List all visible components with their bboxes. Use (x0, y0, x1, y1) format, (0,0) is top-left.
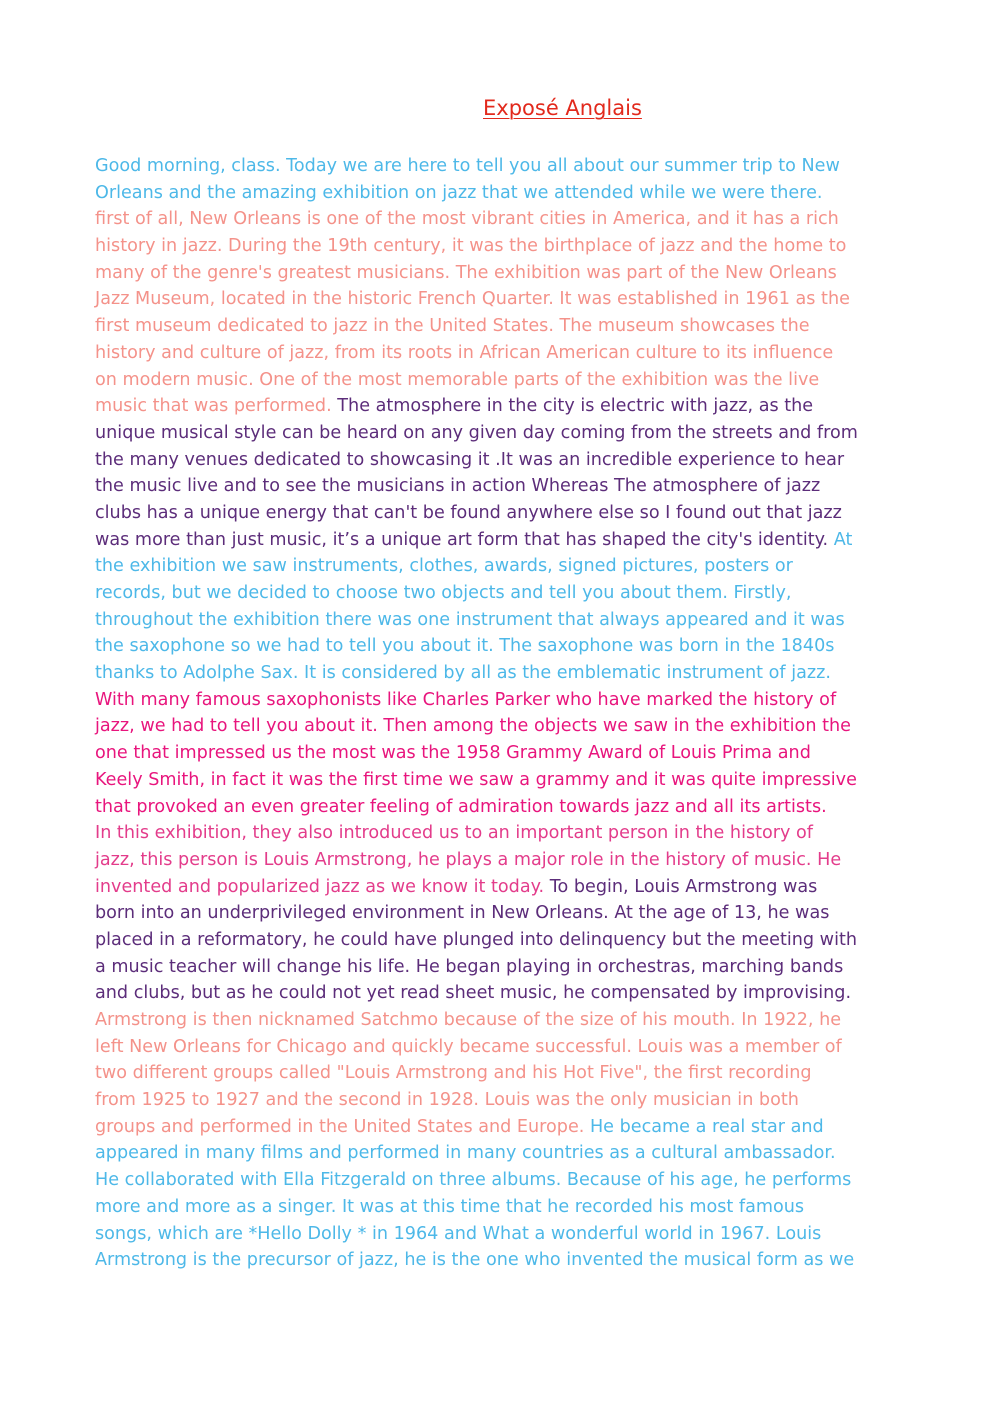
text-line (95, 447, 903, 474)
text-line (95, 1087, 903, 1114)
text-segment: was more than just music, it’s a unique art form that has shaped the city's identity. (95, 529, 834, 550)
text-segment: invented and popularized jazz as we know it today. (95, 876, 550, 897)
text-line (95, 340, 903, 367)
text-line (95, 847, 903, 874)
text-line (95, 900, 903, 927)
text-segment: music that was performed. (95, 396, 338, 417)
text-line (95, 367, 903, 394)
text-line (95, 233, 903, 260)
text-segment: Armstrong is then nicknamed Satchmo because of the size of his mouth. In 1922, he (95, 1010, 842, 1030)
text-segment: At (833, 529, 853, 550)
text-segment: that provoked an even greater feeling of admiration towards jazz and all its artists. (95, 796, 827, 817)
text-line (95, 420, 903, 447)
text-line (95, 927, 903, 954)
text-line (95, 1140, 903, 1167)
text-segment: thanks to Adolphe Sax. It is considered by all as the emblematic instrument of jazz. (95, 663, 831, 684)
text-segment: the exhibition we saw instruments, clothes, awards, signed pictures, posters or (95, 556, 793, 577)
text-segment: on modern music. One of the most memorable parts of the exhibition was the live (95, 369, 820, 390)
text-line (95, 740, 903, 767)
text-segment: born into an underprivileged environment in New Orleans. At the age of 13, he was (95, 903, 830, 924)
text-line (95, 660, 903, 687)
text-segment: first of all, New Orleans is one of the most vibrant cities in America, and it has a rich (95, 209, 839, 230)
text-line (95, 794, 903, 821)
text-line (95, 473, 903, 500)
text-segment: Orleans and the amazing exhibition on jazz that we attended while we were there. (95, 182, 823, 203)
text-segment: the many venues dedicated to showcasing it .It was an incredible experience to hear (95, 449, 845, 470)
essay-body (95, 153, 903, 1274)
text-segment: throughout the exhibition there was one instrument that always appeared and it was (95, 609, 845, 630)
text-segment: Jazz Museum, located in the historic French Quarter. It was established in 1961 as the (95, 289, 850, 310)
text-line (95, 393, 903, 420)
text-segment: appeared in many films and performed in many countries as a cultural ambassador. (95, 1143, 836, 1164)
text-line (95, 1167, 903, 1194)
text-segment: a music teacher will change his life. He began playing in orchestras, marching bands (95, 956, 844, 977)
text-segment: jazz, this person is Louis Armstrong, he plays a major role in the history of music. He (95, 849, 842, 870)
text-segment: two different groups called "Louis Armstrong and his Hot Five", the first recording (95, 1063, 812, 1084)
text-line (95, 500, 903, 527)
text-line (95, 260, 903, 287)
text-line (95, 1060, 903, 1087)
text-segment: He collaborated with Ella Fitzgerald on three albums. Because of his age, he performs (95, 1170, 852, 1191)
text-line (95, 713, 903, 740)
text-line (95, 767, 903, 794)
text-line (95, 313, 903, 340)
text-line (95, 633, 903, 660)
text-segment: more and more as a singer. It was at this time that he recorded his most famous (95, 1196, 805, 1217)
text-line (95, 1247, 903, 1274)
text-line (95, 527, 903, 554)
text-line (95, 874, 903, 901)
text-segment: groups and performed in the United States and Europe. (95, 1116, 590, 1137)
text-segment: history in jazz. During the 19th century, it was the birthplace of jazz and the home to (95, 236, 847, 257)
text-line (95, 206, 903, 233)
text-segment: from 1925 to 1927 and the second in 1928. Louis was the only musician in both (95, 1090, 799, 1111)
text-line (95, 954, 903, 981)
text-line (95, 1007, 903, 1034)
text-segment: records, but we decided to choose two objects and tell you about them. Firstly, (95, 583, 792, 603)
text-segment: the saxophone so we had to tell you about it. The saxophone was born in the 1840s (95, 636, 835, 657)
text-line (95, 153, 903, 180)
text-line (95, 687, 903, 714)
text-line (95, 1221, 903, 1248)
text-segment: placed in a reformatory, he could have plunged into delinquency but the meeting with (95, 929, 858, 950)
text-line (95, 580, 903, 607)
text-line (95, 1194, 903, 1221)
text-segment: the music live and to see the musicians in action Whereas The atmosphere of jazz (95, 476, 821, 497)
text-segment: jazz, we had to tell you about it. Then among the objects we saw in the exhibition the (95, 716, 851, 737)
text-segment: many of the genre's greatest musicians. The exhibition was part of the New Orleans (95, 262, 837, 283)
text-segment: Armstrong is the precursor of jazz, he is the one who invented the musical form as we (95, 1250, 855, 1271)
text-segment: first museum dedicated to jazz in the United States. The museum showcases the (95, 316, 810, 337)
text-line (95, 286, 903, 313)
text-line (95, 607, 903, 634)
text-line (95, 820, 903, 847)
text-segment: He became a real star and (589, 1116, 824, 1137)
text-segment: unique musical style can be heard on any given day coming from the streets and from (95, 422, 858, 443)
text-segment: With many famous saxophonists like Charles Parker who have marked the history of (95, 689, 837, 710)
text-segment: one that impressed us the most was the 1958 Grammy Award of Louis Prima and (95, 743, 811, 764)
text-segment: To begin, Louis Armstrong was (549, 876, 818, 897)
text-segment: and clubs, but as he could not yet read sheet music, he compensated by improvising. (95, 983, 852, 1004)
text-segment: history and culture of jazz, from its roots in African American culture to its influence (95, 342, 834, 363)
text-line (95, 1114, 903, 1141)
text-segment: In this exhibition, they also introduced us to an important person in the history of (95, 823, 813, 844)
text-segment: The atmosphere in the city is electric with jazz, as the (337, 396, 814, 417)
text-line (95, 553, 903, 580)
page-title: Exposé Anglais (483, 96, 642, 120)
text-segment: songs, which are *Hello Dolly * in 1964 and What a wonderful world in 1967. Louis (95, 1223, 822, 1244)
text-segment: left New Orleans for Chicago and quickly became successful. Louis was a member of (95, 1036, 842, 1057)
text-line (95, 980, 903, 1007)
text-segment: Good morning, class. Today we are here to tell you all about our summer trip to New (95, 156, 840, 176)
text-line (95, 180, 903, 207)
text-segment: clubs has a unique energy that can't be found anywhere else so I found out that jazz (95, 502, 842, 523)
text-line (95, 1034, 903, 1061)
text-segment: Keely Smith, in fact it was the first time we saw a grammy and it was quite impressive (95, 769, 857, 790)
